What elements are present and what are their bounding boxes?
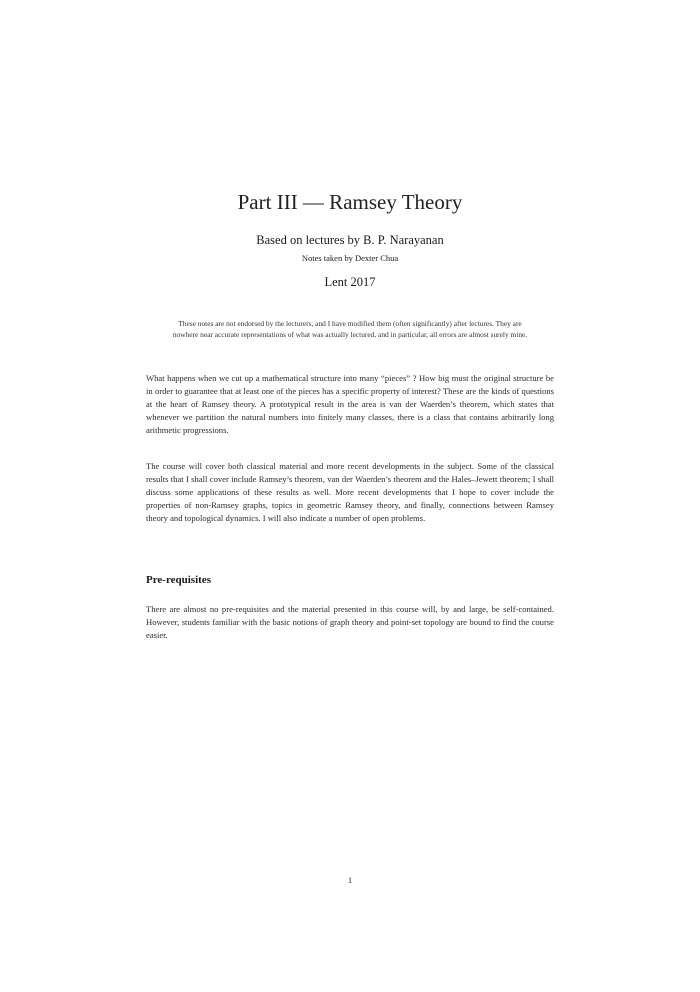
- page-number: 1: [347, 875, 353, 885]
- intro-paragraph: What happens when we cut up a mathematical structure into many “pieces” ? How big must the original structure be in order to guarantee that at least one of the pieces has a specific property of interest? These are the kinds of questions at the heart of Ramsey theory. A prototypical result in the area is van der Waerden’s theorem, which states that whenever we partition the natural numbers into finitely many classes, there is a class that contains arbitrarily long arithmetic progressions.: [146, 373, 554, 435]
- prerequisites-paragraph: There are almost no pre-requisites and the material presented in this course will, by and large, be self-contained. However, students familiar with the basic notions of graph theory and point-set topology are bound to find the course easier.: [146, 604, 554, 640]
- disclaimer-note: These notes are not endorsed by the lecturers, and I have modified them (often significantly) after lectures. They are nowhere near accurate representations of what was actually lectured, and in particular, all errors are almost surely mine.: [172, 319, 528, 339]
- notetaker-credit: Notes taken by Dexter Chua: [301, 253, 399, 263]
- section-heading-prerequisites: Pre-requisites: [146, 574, 211, 586]
- document-title: Part III — Ramsey Theory: [237, 190, 463, 214]
- lecturer-credit: Based on lectures by B. P. Narayanan: [256, 233, 444, 247]
- course-content-paragraph: The course will cover both classical material and more recent developments in the subject. Some of the classical results that I shall cover include Ramsey’s theorem, van der Waerden’s theorem and the Hales–Jewett theorem; I shall discuss some applications of these results as well. More recent developments that I hope to cover include the properties of non-Ramsey graphs, topics in geometric Ramsey theory, and finally, connections between Ramsey theory and topological dynamics. I will also indicate a number of open problems.: [146, 461, 554, 523]
- term-date: Lent 2017: [324, 275, 376, 289]
